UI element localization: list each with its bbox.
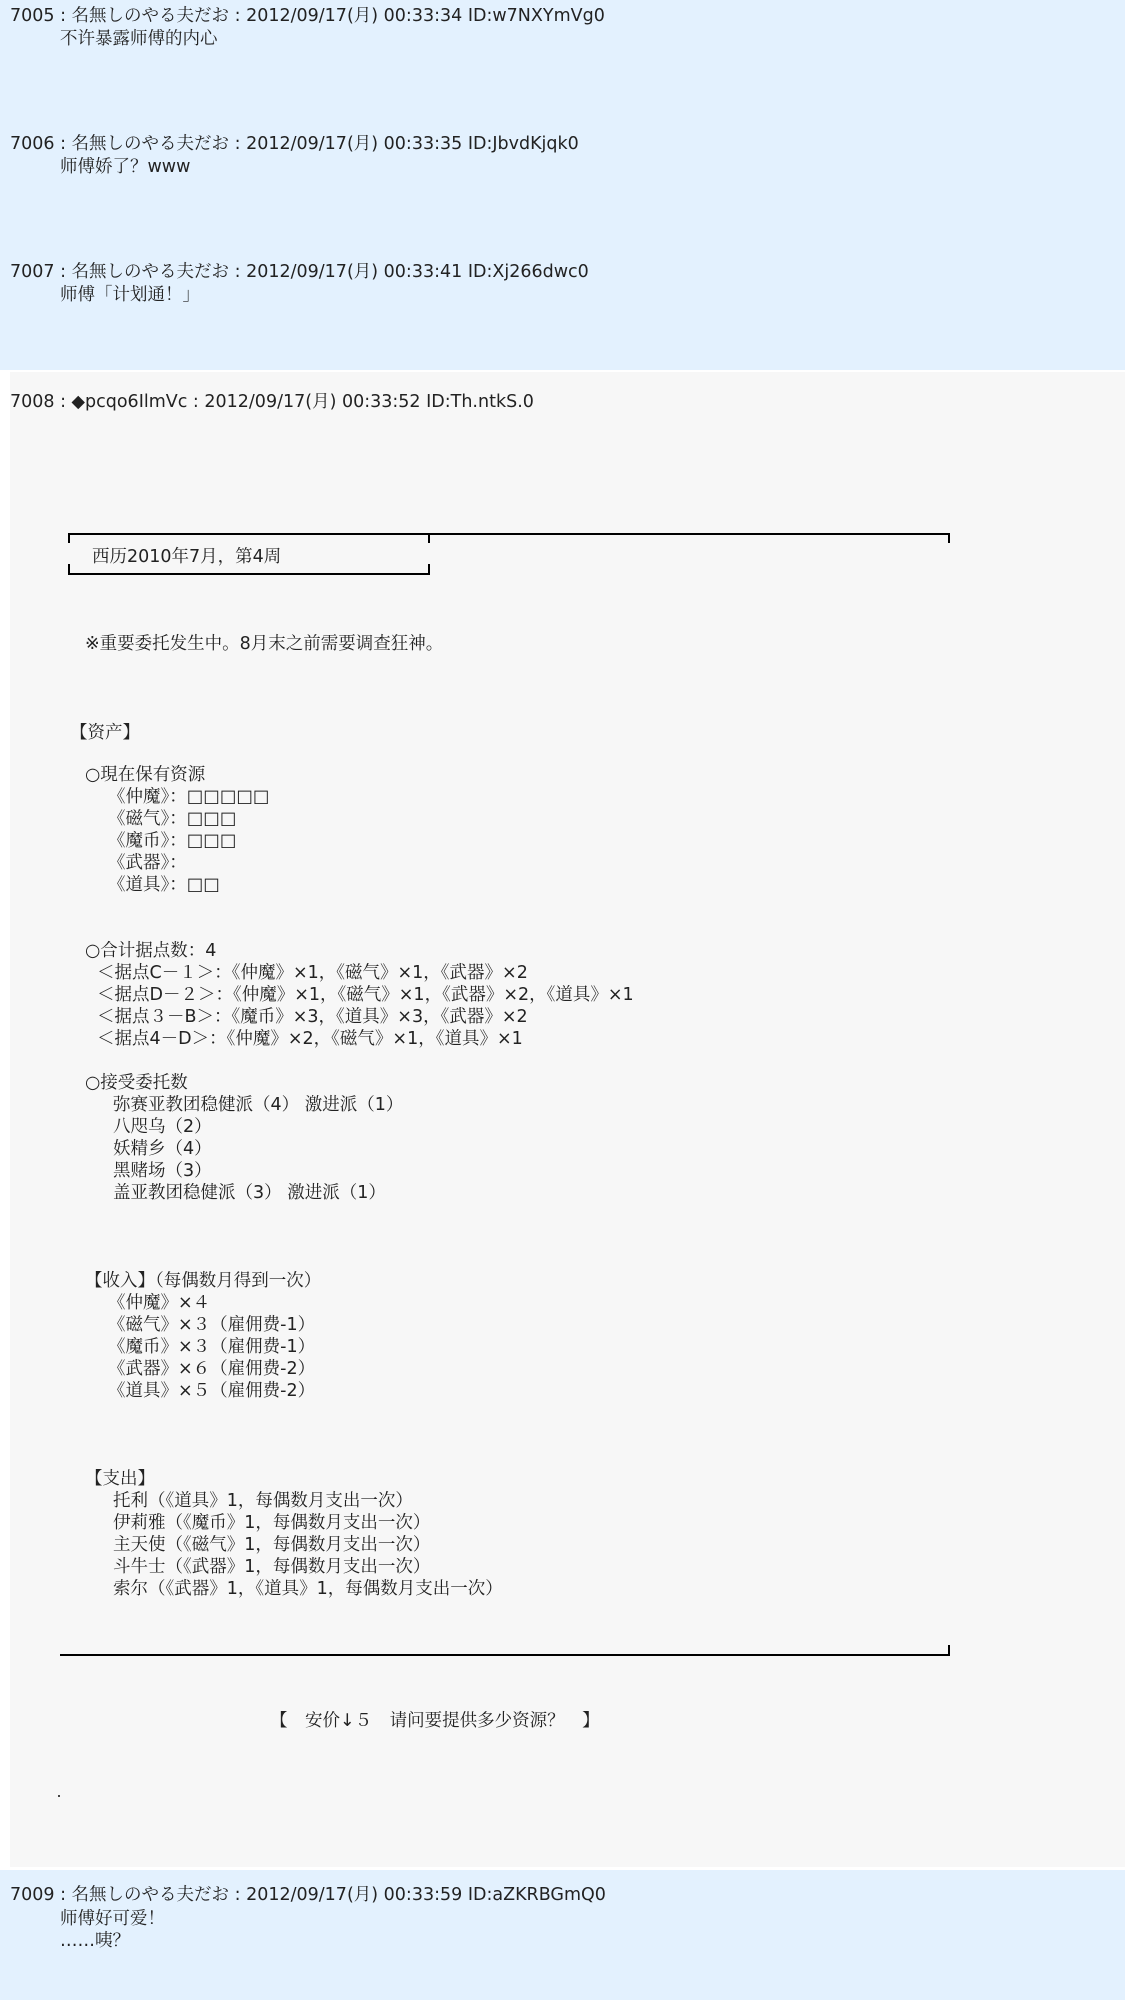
frame-tick bbox=[68, 533, 70, 543]
post-text: 师傅娇了？www bbox=[60, 157, 191, 177]
income-item: 《仲魔》×４ bbox=[108, 1293, 211, 1313]
frame-tick bbox=[948, 1645, 950, 1655]
holding-item: 《仲魔》：□□□□□ bbox=[108, 787, 270, 807]
expense-title: 【支出】 bbox=[85, 1469, 155, 1489]
expense-item: 伊莉雅（《魔币》1，每偶数月支出一次） bbox=[113, 1513, 431, 1533]
date-box-text: 西历2010年7月，第4周 bbox=[92, 547, 282, 567]
request-item: 盖亚教团稳健派（3） 激进派（1） bbox=[113, 1183, 386, 1203]
post-header: 7007 : 名無しのやる夫だお : 2012/09/17(月) 00:33:41 ID:Xj266dwc0 bbox=[10, 262, 589, 282]
base-item: ＜据点C－１＞：《仲魔》×1，《磁气》×1，《武器》×2 bbox=[97, 963, 528, 983]
holding-item: 《武器》： bbox=[108, 853, 187, 873]
expense-item: 索尔（《武器》1，《道具》1，每偶数月支出一次） bbox=[113, 1579, 503, 1599]
post-text: 师傅「计划通！」 bbox=[60, 285, 200, 305]
date-box-bottom-line bbox=[68, 573, 430, 575]
income-item: 《武器》×６（雇佣费-2） bbox=[108, 1359, 316, 1379]
expense-item: 斗牛士（《武器》1，每偶数月支出一次） bbox=[113, 1557, 431, 1577]
expense-item: 主天使（《磁气》1，每偶数月支出一次） bbox=[113, 1535, 431, 1555]
income-item: 《磁气》×３（雇佣费-1） bbox=[108, 1315, 316, 1335]
holding-item: 《魔币》：□□□ bbox=[108, 831, 237, 851]
income-title: 【收入】（每偶数月得到一次） bbox=[85, 1271, 322, 1291]
frame-tick bbox=[68, 564, 70, 574]
requests-title: ○接受委托数 bbox=[85, 1073, 188, 1093]
request-item: 妖精乡（4） bbox=[113, 1139, 212, 1159]
base-item: ＜据点D－２＞：《仲魔》×1，《磁气》×1，《武器》×2，《道具》×1 bbox=[97, 985, 634, 1005]
frame-top-line bbox=[68, 533, 950, 535]
assets-title: 【资产】 bbox=[70, 723, 140, 743]
base-item: ＜据点4－D＞：《仲魔》×2，《磁气》×1，《道具》×1 bbox=[97, 1029, 523, 1049]
request-item: 黑赌场（3） bbox=[113, 1161, 212, 1181]
bases-title: ○合计据点数：4 bbox=[85, 941, 217, 961]
base-item: ＜据点３－B＞：《魔币》×3，《道具》×3，《武器》×2 bbox=[97, 1007, 528, 1027]
post-header: 7006 : 名無しのやる夫だお : 2012/09/17(月) 00:33:35 ID:JbvdKjqk0 bbox=[10, 134, 579, 154]
prompt-text: 【 安价↓５ 请问要提供多少资源？ 】 bbox=[270, 1711, 600, 1731]
income-item: 《魔币》×３（雇佣费-1） bbox=[108, 1337, 316, 1357]
request-item: 八咫乌（2） bbox=[113, 1117, 212, 1137]
expense-item: 托利（《道具》1，每偶数月支出一次） bbox=[113, 1491, 413, 1511]
notice-text: ※重要委托发生中。8月末之前需要调查狂神。 bbox=[85, 634, 444, 654]
frame-tick bbox=[948, 533, 950, 543]
post-header: 7005 : 名無しのやる夫だお : 2012/09/17(月) 00:33:34 ID:w7NXYmVg0 bbox=[10, 6, 605, 26]
frame-tick bbox=[428, 533, 430, 543]
post-text: 师傅好可爱！ bbox=[60, 1909, 165, 1929]
holding-item: 《磁气》：□□□ bbox=[108, 809, 237, 829]
post-header: 7008 : ◆pcqo6IlmVc : 2012/09/17(月) 00:33:52 ID:Th.ntkS.0 bbox=[10, 392, 534, 412]
frame-tick bbox=[428, 564, 430, 574]
frame-bottom-line bbox=[60, 1654, 950, 1656]
post-text: 不许暴露师傅的内心 bbox=[60, 29, 218, 49]
holdings-title: ○現在保有资源 bbox=[85, 765, 206, 785]
stray-dot bbox=[58, 1795, 60, 1797]
post-header: 7009 : 名無しのやる夫だお : 2012/09/17(月) 00:33:59 ID:aZKRBGmQ0 bbox=[10, 1885, 606, 1905]
post-text: ……咦？ bbox=[60, 1931, 130, 1951]
request-item: 弥赛亚教团稳健派（4） 激进派（1） bbox=[113, 1095, 404, 1115]
holding-item: 《道具》：□□ bbox=[108, 875, 220, 895]
income-item: 《道具》×５（雇佣费-2） bbox=[108, 1381, 316, 1401]
